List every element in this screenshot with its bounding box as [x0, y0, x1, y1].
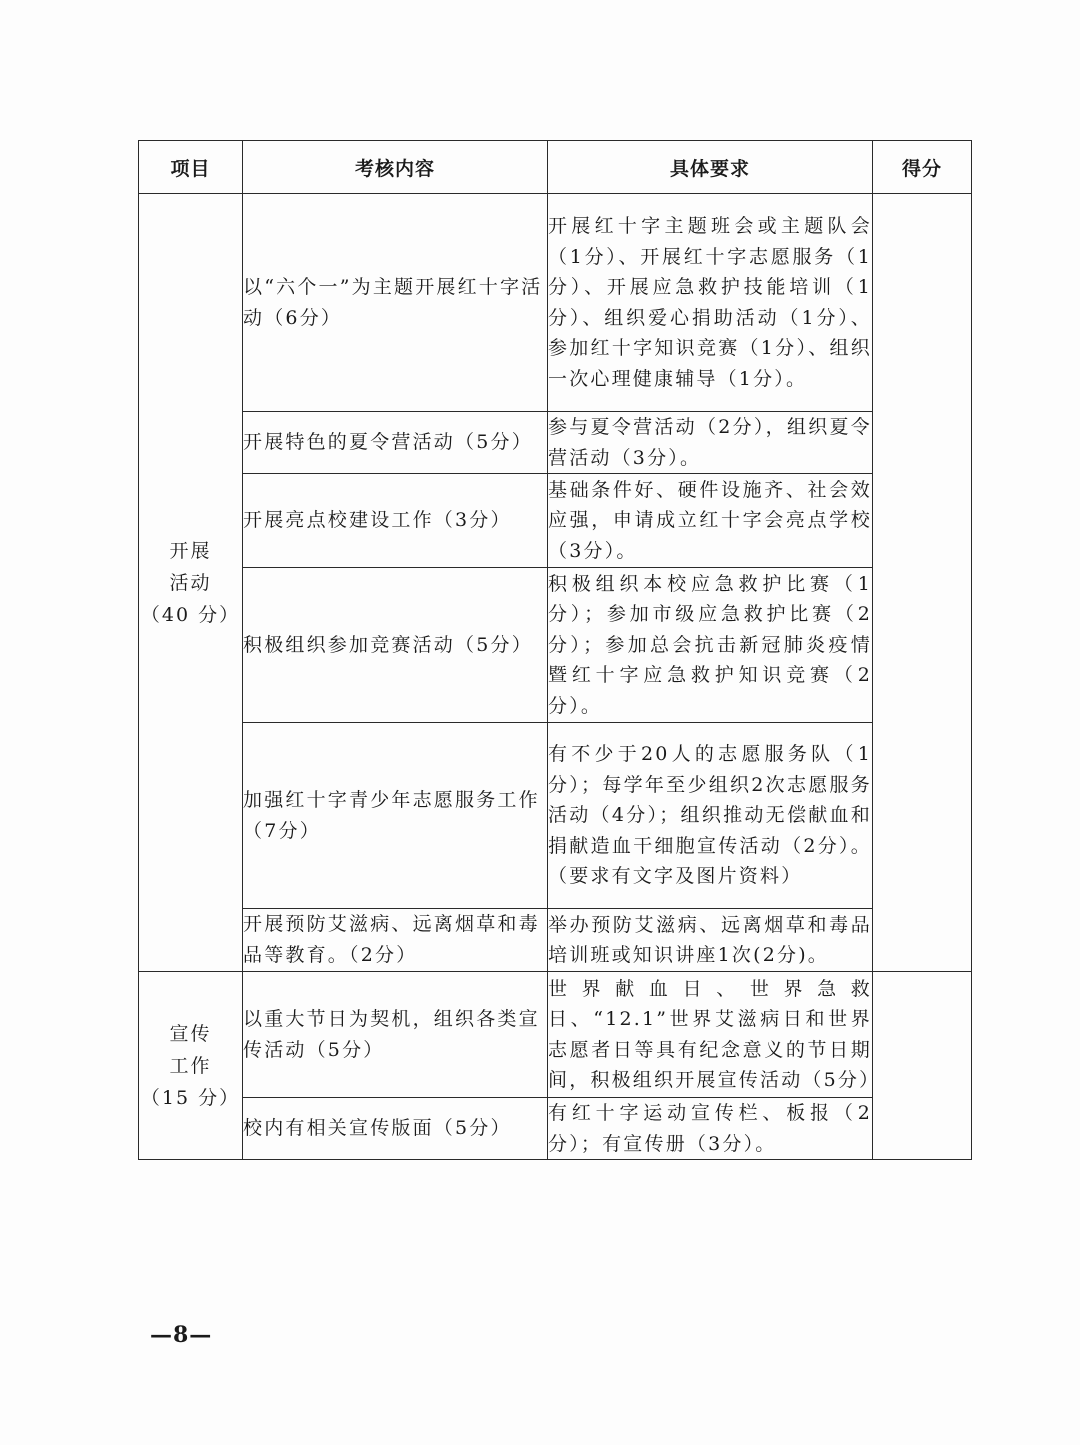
requirement-cell: 开展红十字主题班会或主题队会（1分）、开展红十字志愿服务（1分）、开展应急救护技能培训（1分）、组织爱心捐助活动（1分）、参加红十字知识竞赛（1分）、组织一次心理健康辅导（1分）。: [548, 194, 873, 412]
project-cell-activities: [139, 194, 243, 972]
content-cell: 开展预防艾滋病、远离烟草和毒品等教育。（2分）: [243, 909, 548, 972]
project-line: 活动: [169, 571, 212, 594]
requirement-cell: 世界献血日、世界急救日、“12.1”世界艾滋病日和世界志愿者日等具有纪念意义的节日期间，积极组织开展宣传活动（5分）: [548, 972, 873, 1098]
header-requirement: 具体要求: [548, 141, 873, 194]
project-line: 工作: [169, 1054, 212, 1077]
requirement-cell: 有红十字运动宣传栏、板报（2分）；有宣传册（3分）。: [548, 1098, 873, 1160]
project-line: 宣传: [169, 1022, 212, 1045]
content-cell: 以重大节日为契机，组织各类宣传活动（5分）: [243, 972, 548, 1098]
table-row: [139, 1098, 972, 1160]
content-cell: 加强红十字青少年志愿服务工作（7分）: [243, 723, 548, 909]
content-cell: 开展特色的夏令营活动（5分）: [243, 412, 548, 474]
requirement-cell: 积极组织本校应急救护比赛（1分）；参加市级应急救护比赛（2分）；参加总会抗击新冠肺炎疫情暨红十字应急救护知识竞赛（2分）。: [548, 568, 873, 723]
requirement-cell: 有不少于20人的志愿服务队（1分）；每学年至少组织2次志愿服务活动（4分）；组织推动无偿献血和捐献造血干细胞宣传活动（2分）。（要求有文字及图片资料）: [548, 723, 873, 909]
header-score: 得分: [873, 141, 972, 194]
table-row: [139, 194, 972, 412]
project-line: （15 分）: [140, 1086, 241, 1109]
score-cell: [873, 194, 972, 972]
content-cell: 积极组织参加竞赛活动（5分）: [243, 568, 548, 723]
score-cell: [873, 972, 972, 1160]
table-row: [139, 909, 972, 972]
header-project: 项目: [139, 141, 243, 194]
table-row: [139, 568, 972, 723]
project-line: 开展: [169, 539, 212, 562]
table-header-row: [139, 141, 972, 194]
requirement-cell: 举办预防艾滋病、远离烟草和毒品培训班或知识讲座1次(2分)。: [548, 909, 873, 972]
content-cell: 以“六个一”为主题开展红十字活动（6分）: [243, 194, 548, 412]
page-number: —8—: [150, 1322, 213, 1348]
table-row: [139, 972, 972, 1098]
content-cell: 开展亮点校建设工作（3分）: [243, 474, 548, 568]
evaluation-table: [138, 140, 972, 1160]
project-line: （40 分）: [140, 603, 241, 626]
content-cell: 校内有相关宣传版面（5分）: [243, 1098, 548, 1160]
table-row: [139, 412, 972, 474]
header-content: 考核内容: [243, 141, 548, 194]
table-row: [139, 474, 972, 568]
table-row: [139, 723, 972, 909]
requirement-cell: 基础条件好、硬件设施齐、社会效应强，申请成立红十字会亮点学校（3分）。: [548, 474, 873, 568]
requirement-cell: 参与夏令营活动（2分），组织夏令营活动（3分）。: [548, 412, 873, 474]
project-cell-publicity: [139, 972, 243, 1160]
